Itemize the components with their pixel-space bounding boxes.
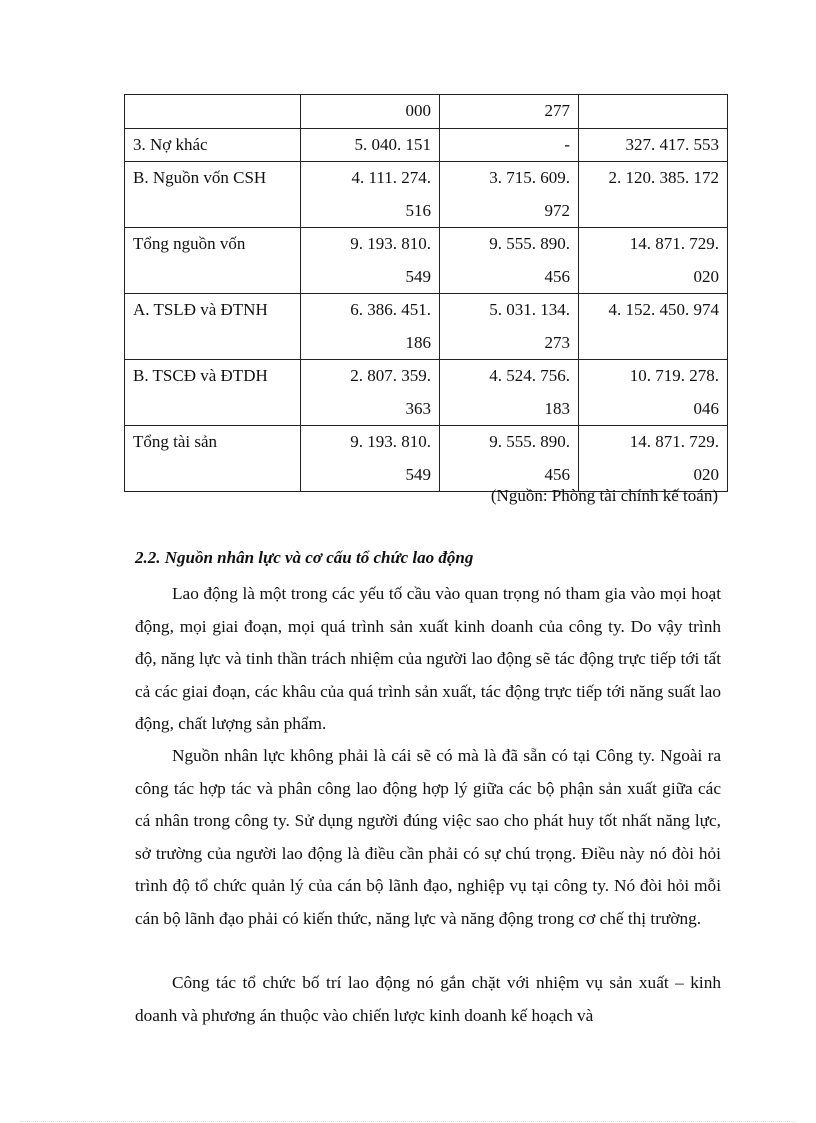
table-row (125, 228, 728, 294)
table-source-note: (Nguồn: Phòng tài chính kế toán) (490, 486, 718, 505)
cell-value: 5. 031. 134. 273 (440, 294, 579, 360)
row-label: Tổng nguồn vốn (125, 228, 301, 294)
row-label: Tổng tài sản (125, 426, 301, 492)
cell-value: 10. 719. 278. 046 (579, 360, 728, 426)
section-heading: 2.2. Nguồn nhân lực và cơ cấu tổ chức lao động (135, 548, 474, 567)
cell-value: 6. 386. 451. 186 (301, 294, 440, 360)
row-label: 3. Nợ khác (125, 128, 301, 162)
cell-value: 277 (440, 95, 579, 129)
body-paragraph: Công tác tổ chức bố trí lao động nó gắn chặt với nhiệm vụ sản xuất – kinh doanh và phương án thuộc vào chiến lược kinh doanh kế hoạch và (135, 973, 721, 1025)
table-row (125, 426, 728, 492)
row-label: A. TSLĐ và ĐTNH (125, 294, 301, 360)
cell-value: 9. 555. 890. 456 (440, 228, 579, 294)
cell-value: 4. 111. 274. 516 (301, 162, 440, 228)
cell-value: 000 (301, 95, 440, 129)
table-row (125, 294, 728, 360)
cell-value: 4. 152. 450. 974 (579, 294, 728, 360)
table-row (125, 162, 728, 228)
page-bottom-divider (20, 1121, 796, 1122)
body-paragraph: Nguồn nhân lực không phải là cái sẽ có mà là đã sẵn có tại Công ty. Ngoài ra công tác hợp tác và phân công lao động hợp lý giữa các bộ phận sản xuất giữa các cá nhân trong công ty. Sử dụng người đúng việc sao cho phát huy tốt nhất năng lực, sở trường của người lao động là điều cần phải có sự chú trọng. Điều này nó đòi hỏi trình độ tổ chức quản lý của cán bộ lãnh đạo, nghiệp vụ tại công ty. Nó đòi hỏi mỗi cán bộ lãnh đạo phải có kiến thức, năng lực và năng động trong cơ chế thị trường. (135, 746, 721, 928)
row-label (125, 95, 301, 129)
cell-value: 4. 524. 756. 183 (440, 360, 579, 426)
cell-value: 14. 871. 729. 020 (579, 228, 728, 294)
cell-value: 3. 715. 609. 972 (440, 162, 579, 228)
cell-value: 2. 807. 359. 363 (301, 360, 440, 426)
row-label: B. Nguồn vốn CSH (125, 162, 301, 228)
financial-table (124, 94, 728, 492)
cell-value: 2. 120. 385. 172 (579, 162, 728, 228)
cell-value: - (440, 128, 579, 162)
cell-value: 5. 040. 151 (301, 128, 440, 162)
table-row (125, 128, 728, 162)
row-label: B. TSCĐ và ĐTDH (125, 360, 301, 426)
table-row (125, 360, 728, 426)
cell-value: 327. 417. 553 (579, 128, 728, 162)
cell-value: 9. 555. 890. 456 (440, 426, 579, 492)
cell-value (579, 95, 728, 129)
cell-value: 9. 193. 810. 549 (301, 228, 440, 294)
cell-value: 14. 871. 729. 020 (579, 426, 728, 492)
body-paragraph: Lao động là một trong các yếu tố cầu vào quan trọng nó tham gia vào mọi hoạt động, mọi giai đoạn, mọi quá trình sản xuất kinh doanh của công ty. Do vậy trình độ, năng lực và tinh thần trách nhiệm của người lao động sẽ tác động trực tiếp tới tất cả các giai đoạn, các khâu của quá trình sản xuất, tác động trực tiếp tới năng suất lao động, chất lượng sản phẩm. (135, 584, 721, 733)
cell-value: 9. 193. 810. 549 (301, 426, 440, 492)
table-row (125, 95, 728, 129)
